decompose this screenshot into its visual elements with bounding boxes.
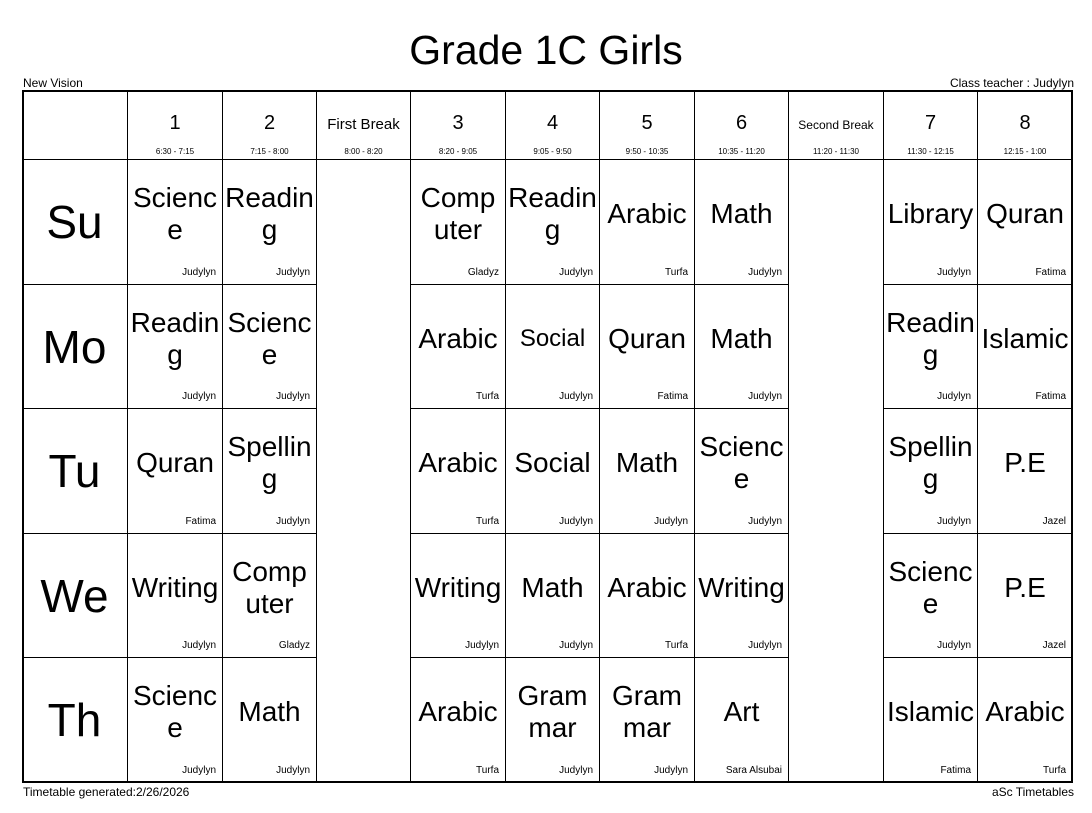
- lesson-cell: [884, 409, 978, 534]
- subject-label: Math: [615, 447, 679, 478]
- teacher-label: Judylyn: [465, 640, 499, 651]
- subject-label: Arabic: [418, 322, 498, 354]
- teacher-label: Judylyn: [559, 516, 593, 527]
- teacher-label: Fatima: [657, 391, 688, 402]
- subject-label: Science: [132, 182, 218, 245]
- lesson-cell: [223, 409, 317, 534]
- subject-label: Reading: [130, 306, 220, 370]
- period-time: 8:00 - 8:20: [344, 147, 383, 156]
- day-label: Tu: [48, 445, 101, 497]
- period-header: [600, 90, 695, 160]
- teacher-label: Judylyn: [654, 765, 688, 776]
- page-title: Grade 1C Girls: [409, 27, 683, 73]
- teacher-label: Judylyn: [937, 640, 971, 651]
- lesson-cell: [223, 658, 317, 783]
- teacher-label: Judylyn: [937, 516, 971, 527]
- subject-label: P.E: [1004, 447, 1046, 478]
- period-time: 8:20 - 9:05: [438, 147, 478, 156]
- subject-label: Math: [521, 571, 584, 603]
- period-header: [411, 90, 506, 160]
- school-name: New Vision: [23, 76, 83, 90]
- day-label: Su: [46, 196, 103, 248]
- lesson-cell: [695, 160, 789, 285]
- teacher-label: Judylyn: [654, 516, 688, 527]
- subject-label: Quran: [136, 447, 214, 478]
- subject-label: Math: [710, 322, 773, 354]
- lesson-cell: [223, 534, 317, 658]
- lesson-cell: [128, 658, 223, 783]
- subject-label: Science: [699, 431, 784, 494]
- period-label: 8: [1019, 112, 1031, 134]
- day-cell: [22, 160, 128, 285]
- lesson-cell: [223, 285, 317, 409]
- teacher-label: Fatima: [1035, 267, 1066, 278]
- teacher-label: Jazel: [1042, 640, 1066, 651]
- software-credit: aSc Timetables: [991, 785, 1074, 799]
- break-header: [317, 90, 411, 160]
- subject-label: Computer: [420, 182, 496, 245]
- lesson-cell: [128, 160, 223, 285]
- lesson-cell: [600, 409, 695, 534]
- subject-label: Islamic: [886, 696, 975, 727]
- day-cell: [22, 658, 128, 783]
- subject-label: Arabic: [418, 447, 498, 478]
- lesson-cell: [884, 160, 978, 285]
- teacher-label: Turfa: [665, 640, 688, 651]
- day-cell: [22, 285, 128, 409]
- teacher-label: Judylyn: [748, 391, 782, 402]
- lesson-cell: [506, 409, 600, 534]
- lesson-cell: [600, 285, 695, 409]
- lesson-cell: [128, 409, 223, 534]
- break-header: [789, 90, 884, 160]
- teacher-label: Judylyn: [182, 640, 216, 651]
- lesson-cell: [411, 409, 506, 534]
- subject-label: Quran: [986, 198, 1064, 229]
- teacher-label: Judylyn: [182, 391, 216, 402]
- subject-label: Arabic: [607, 198, 687, 229]
- subject-label: Writing: [698, 571, 785, 603]
- teacher-label: Turfa: [476, 516, 499, 527]
- day-label: Mo: [42, 320, 107, 373]
- lesson-cell: [884, 658, 978, 783]
- period-time: 12:15 - 1:00: [1003, 147, 1047, 156]
- teacher-label: Judylyn: [182, 267, 216, 278]
- subject-label: P.E: [1004, 571, 1046, 603]
- lesson-cell: [978, 160, 1073, 285]
- teacher-label: Fatima: [185, 516, 216, 527]
- lesson-cell: [978, 409, 1073, 534]
- subject-label: Grammar: [517, 680, 588, 743]
- teacher-label: Judylyn: [748, 640, 782, 651]
- lesson-cell: [978, 285, 1073, 409]
- teacher-label: Judylyn: [748, 267, 782, 278]
- teacher-label: Judylyn: [937, 267, 971, 278]
- break-column: [317, 160, 411, 783]
- subject-label: Math: [238, 696, 301, 727]
- period-header: [506, 90, 600, 160]
- lesson-cell: [884, 534, 978, 658]
- subject-label: Math: [710, 198, 773, 229]
- teacher-label: Judylyn: [937, 391, 971, 402]
- period-time: 11:20 - 11:30: [813, 147, 859, 156]
- subject-label: Social: [514, 447, 591, 478]
- period-label: 4: [546, 112, 559, 134]
- class-teacher: Class teacher : Judylyn: [949, 76, 1074, 90]
- subject-label: Spelling: [888, 431, 973, 494]
- lesson-cell: [695, 409, 789, 534]
- period-header: [223, 90, 317, 160]
- lesson-cell: [884, 285, 978, 409]
- subject-label: Science: [132, 680, 218, 743]
- lesson-cell: [411, 658, 506, 783]
- subject-label: Arabic: [985, 696, 1065, 727]
- period-label: 1: [169, 112, 181, 134]
- subject-label: Science: [227, 306, 312, 370]
- period-time: 10:35 - 11:20: [718, 147, 765, 156]
- teacher-label: Judylyn: [276, 765, 310, 776]
- period-label: 7: [924, 112, 937, 134]
- period-header: [695, 90, 789, 160]
- subject-label: Reading: [508, 182, 597, 245]
- teacher-label: Judylyn: [748, 516, 782, 527]
- teacher-label: Gladyz: [467, 267, 499, 278]
- teacher-label: Turfa: [1043, 765, 1066, 776]
- lesson-cell: [506, 534, 600, 658]
- teacher-label: Sara Alsubai: [725, 765, 782, 776]
- teacher-label: Judylyn: [559, 765, 593, 776]
- period-time: 6:30 - 7:15: [155, 147, 195, 156]
- teacher-label: Fatima: [1035, 391, 1066, 402]
- lesson-cell: [978, 534, 1073, 658]
- period-time: 7:15 - 8:00: [250, 147, 289, 156]
- teacher-label: Gladyz: [278, 640, 310, 651]
- day-label: Th: [47, 694, 102, 746]
- subject-label: Spelling: [227, 431, 312, 494]
- subject-label: Art: [723, 696, 760, 727]
- lesson-cell: [128, 285, 223, 409]
- subject-label: Islamic: [981, 322, 1069, 354]
- teacher-label: Fatima: [940, 765, 971, 776]
- teacher-label: Jazel: [1042, 516, 1066, 527]
- day-cell: [22, 534, 128, 658]
- subject-label: Social: [519, 324, 586, 352]
- period-label: 5: [641, 112, 653, 134]
- lesson-cell: [506, 285, 600, 409]
- subject-label: Writing: [414, 571, 502, 603]
- period-label: 3: [452, 112, 464, 134]
- lesson-cell: [978, 658, 1073, 783]
- period-time: 11:30 - 12:15: [907, 147, 954, 156]
- teacher-label: Judylyn: [559, 640, 593, 651]
- break-column: [789, 160, 884, 783]
- timetable-grid: [22, 90, 1073, 783]
- lesson-cell: [411, 285, 506, 409]
- period-header: [128, 90, 223, 160]
- lesson-cell: [506, 658, 600, 783]
- lesson-cell: [695, 534, 789, 658]
- lesson-cell: [600, 658, 695, 783]
- teacher-label: Judylyn: [559, 267, 593, 278]
- subject-label: Arabic: [418, 696, 498, 727]
- lesson-cell: [506, 160, 600, 285]
- lesson-cell: [411, 160, 506, 285]
- period-time: 9:50 - 10:35: [625, 147, 669, 156]
- period-label: 2: [263, 112, 276, 134]
- subject-label: Quran: [608, 322, 686, 354]
- lesson-cell: [411, 534, 506, 658]
- subject-label: Arabic: [607, 571, 687, 603]
- lesson-cell: [128, 534, 223, 658]
- lesson-cell: [600, 534, 695, 658]
- teacher-label: Judylyn: [276, 267, 310, 278]
- period-label: Second Break: [798, 118, 874, 132]
- period-header: [884, 90, 978, 160]
- teacher-label: Turfa: [665, 267, 688, 278]
- subject-label: Reading: [225, 182, 314, 245]
- day-label: We: [40, 569, 109, 622]
- subject-label: Library: [887, 198, 974, 229]
- teacher-label: Judylyn: [559, 391, 593, 402]
- day-cell: [22, 409, 128, 534]
- generated-date: Timetable generated:2/26/2026: [23, 785, 190, 799]
- period-header: [978, 90, 1073, 160]
- lesson-cell: [223, 160, 317, 285]
- lesson-cell: [695, 285, 789, 409]
- teacher-label: Judylyn: [182, 765, 216, 776]
- teacher-label: Judylyn: [276, 391, 310, 402]
- lesson-cell: [695, 658, 789, 783]
- subject-label: Grammar: [612, 680, 682, 743]
- period-label: 6: [735, 112, 748, 134]
- lesson-cell: [600, 160, 695, 285]
- teacher-label: Turfa: [476, 391, 499, 402]
- subject-label: Science: [888, 555, 973, 619]
- teacher-label: Turfa: [476, 765, 499, 776]
- subject-label: Reading: [886, 306, 975, 370]
- corner-cell: [22, 90, 128, 160]
- subject-label: Computer: [232, 555, 307, 619]
- period-time: 9:05 - 9:50: [533, 147, 572, 156]
- subject-label: Writing: [131, 571, 219, 603]
- teacher-label: Judylyn: [276, 516, 310, 527]
- period-label: First Break: [327, 116, 400, 133]
